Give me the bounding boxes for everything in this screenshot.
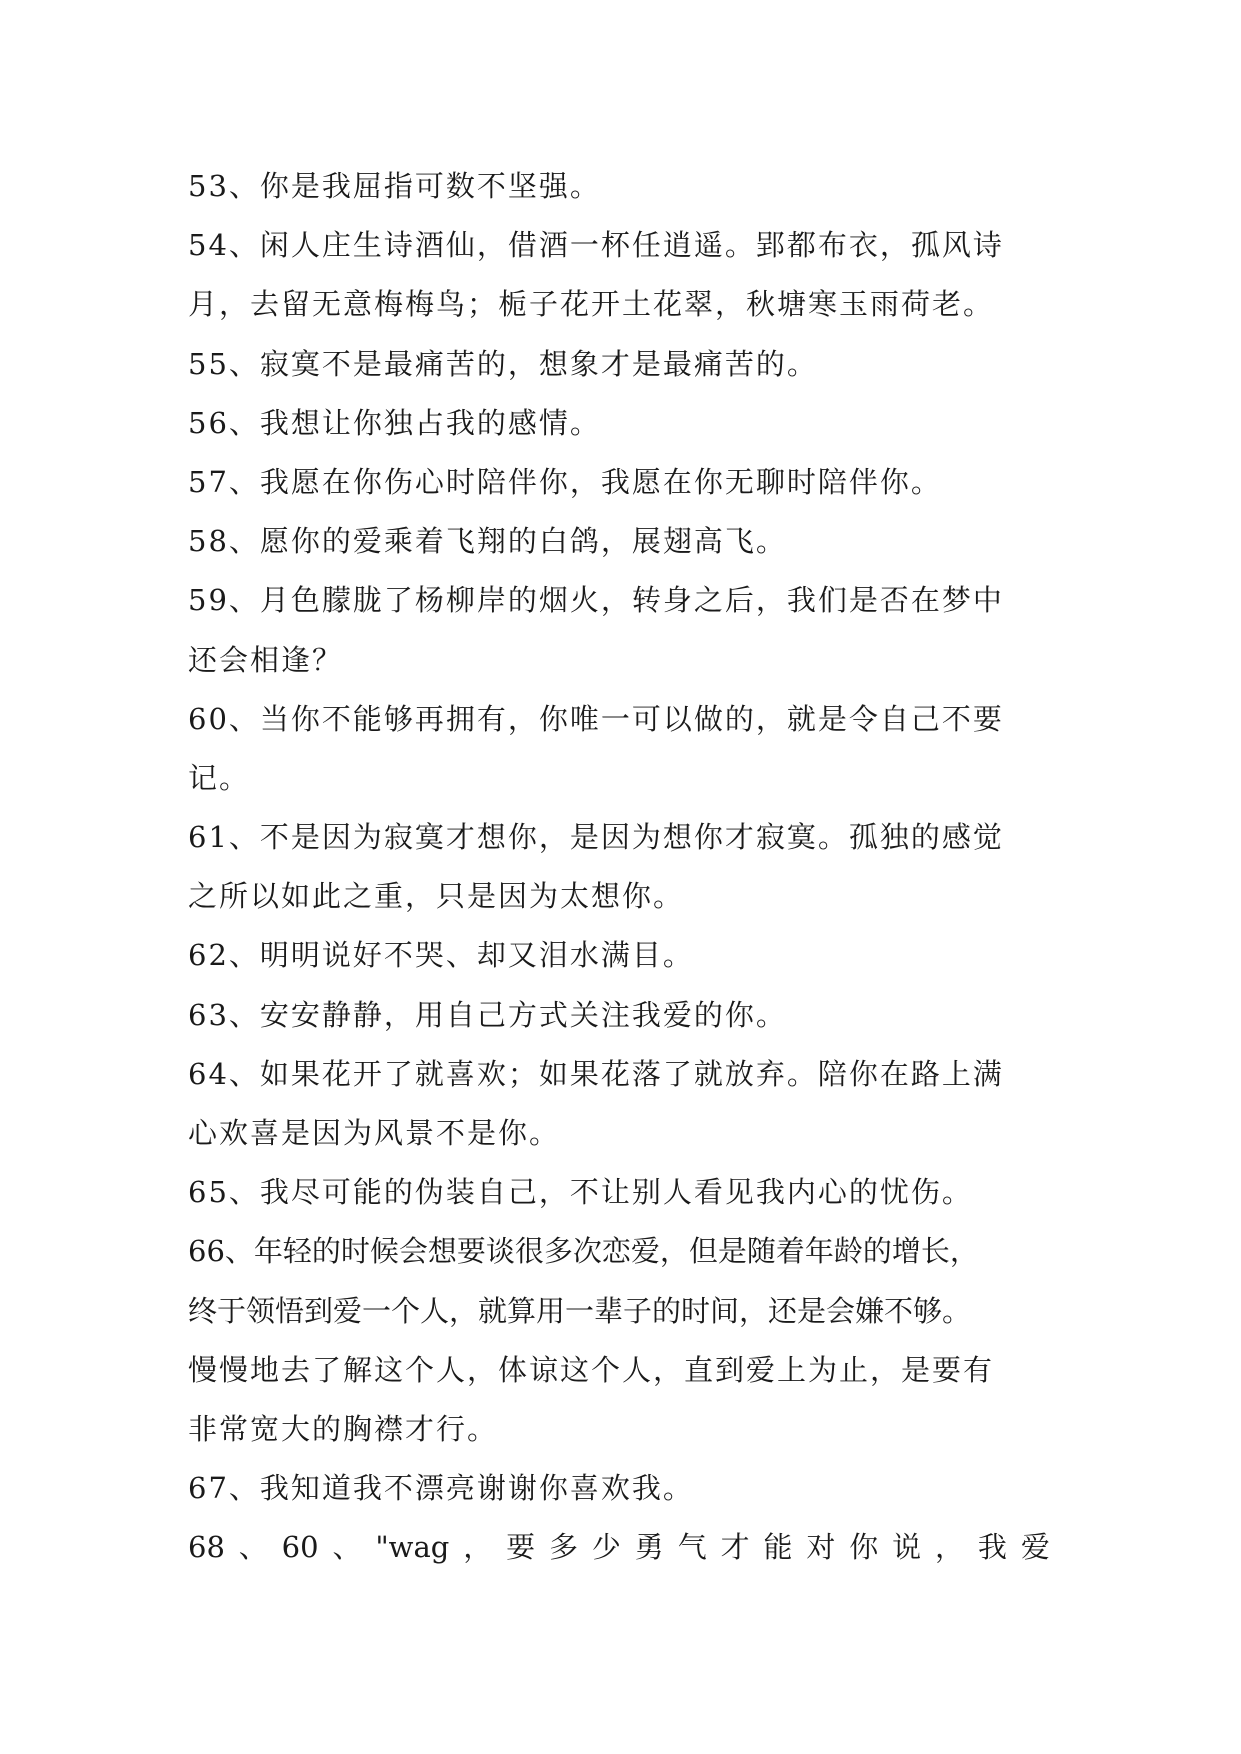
text-token: 才 bbox=[720, 1530, 750, 1565]
text-line: 还会相逢？ bbox=[188, 642, 344, 677]
text-line: 之所以如此之重，只是因为太想你。 bbox=[188, 879, 685, 914]
text-line: 66、年轻的时候会想要谈很多次恋爱，但是随着年龄的增长， bbox=[188, 1234, 979, 1269]
text-line: 64、如果花开了就喜欢；如果花落了就放弃。陪你在路上满 bbox=[188, 1056, 1004, 1091]
text-token: 要 bbox=[506, 1530, 536, 1565]
text-token: 对 bbox=[806, 1530, 836, 1565]
text-token: ， bbox=[935, 1530, 965, 1565]
text-token: 说 bbox=[892, 1530, 922, 1565]
text-line: 心欢喜是因为风景不是你。 bbox=[188, 1116, 561, 1150]
text-line: 慢慢地去了解这个人，体谅这个人，直到爱上为止，是要有 bbox=[188, 1352, 995, 1387]
text-line: 60、当你不能够再拥有，你唯一可以做的，就是令自己不要 bbox=[188, 701, 1004, 736]
text-line: 58、愿你的爱乘着飞翔的白鸽，展翅高飞。 bbox=[188, 524, 787, 559]
text-token: 少 bbox=[591, 1530, 621, 1565]
text-line: 53、你是我屈指可数不坚强。 bbox=[188, 169, 601, 203]
document-body bbox=[188, 157, 1088, 1578]
text-line: 54、闲人庄生诗酒仙，借酒一杯任逍遥。郢都布衣，孤风诗 bbox=[188, 228, 1004, 263]
text-line: 59、月色朦胧了杨柳岸的烟火，转身之后，我们是否在梦中 bbox=[188, 583, 1004, 618]
text-line: 61、不是因为寂寞才想你，是因为想你才寂寞。孤独的感觉 bbox=[188, 820, 1004, 855]
text-token: ， bbox=[463, 1530, 493, 1565]
text-line: 记。 bbox=[188, 760, 251, 795]
text-line: 67、我知道我不漂亮谢谢你喜欢我。 bbox=[188, 1471, 694, 1506]
text-token: 多 bbox=[549, 1530, 579, 1565]
text-line: 终于领悟到爱一个人，就算用一辈子的时间，还是会嫌不够。 bbox=[188, 1293, 972, 1328]
text-line: 非常宽大的胸襟才行。 bbox=[188, 1411, 499, 1446]
text-line: 62、明明说好不哭、却又泪水满目。 bbox=[188, 938, 694, 973]
text-token: 60 bbox=[281, 1530, 319, 1565]
text-line: 57、我愿在你伤心时陪伴你，我愿在你无聊时陪伴你。 bbox=[188, 464, 942, 499]
text-line: 63、安安静静，用自己方式关注我爱的你。 bbox=[188, 997, 787, 1032]
text-line: 56、我想让你独占我的感情。 bbox=[188, 405, 601, 440]
text-token: "wag bbox=[375, 1530, 450, 1565]
text-token: 、 bbox=[332, 1530, 362, 1565]
text-token: 勇 bbox=[634, 1530, 664, 1565]
text-token: 爱 bbox=[1020, 1530, 1050, 1565]
text-line-justified bbox=[188, 1518, 1050, 1577]
text-token: 气 bbox=[677, 1530, 707, 1565]
text-token: 、 bbox=[238, 1530, 268, 1565]
text-line: 月，去留无意梅梅鸟；栀子花开土花翠，秋塘寒玉雨荷老。 bbox=[188, 287, 995, 322]
text-token: 68 bbox=[188, 1530, 225, 1565]
text-token: 你 bbox=[849, 1530, 879, 1565]
text-token: 我 bbox=[977, 1530, 1007, 1565]
text-line: 55、寂寞不是最痛苦的，想象才是最痛苦的。 bbox=[188, 346, 818, 381]
text-line: 65、我尽可能的伪装自己，不让别人看见我内心的忧伤。 bbox=[188, 1175, 973, 1210]
text-token: 能 bbox=[763, 1530, 793, 1565]
